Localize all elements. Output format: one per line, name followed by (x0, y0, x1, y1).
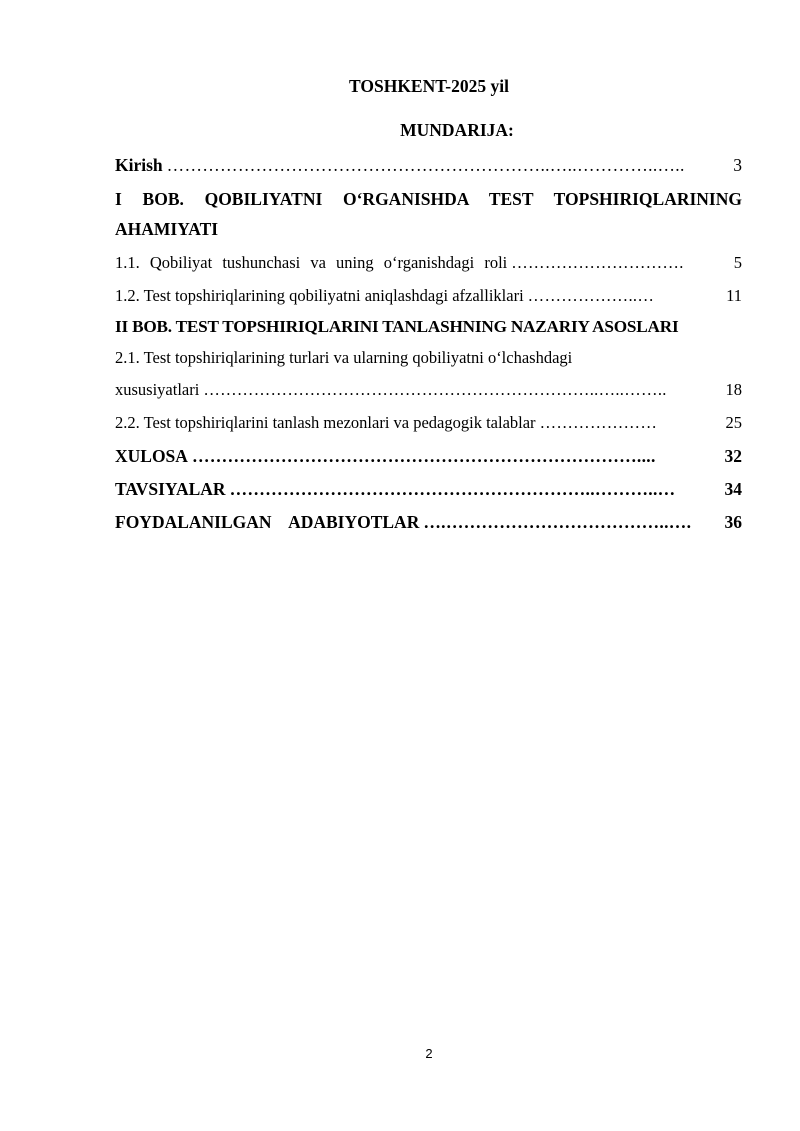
toc-page-number: 36 (724, 512, 742, 532)
toc-entry-conclusion[interactable] (115, 441, 742, 472)
toc-entry-1-1[interactable] (115, 248, 742, 278)
toc-page-number: 32 (724, 446, 742, 466)
toc-entry-label: 1.1. Qobiliyat tushunchasi va uning o‘rganishdagi roli (115, 253, 508, 272)
page-number: 2 (425, 1046, 433, 1061)
toc-page-number: 3 (733, 155, 742, 175)
dot-leader: ……………………………………………………..………..… (229, 479, 676, 499)
toc-entry-label: 1.2. Test topshiriqlarining qobiliyatni aniqlashdagi afzalliklari (115, 286, 524, 305)
toc-page-number: 25 (725, 413, 742, 432)
dot-leader: ………………………………………………………………….... (191, 446, 656, 466)
city-year-heading: TOSHKENT-2025 yil (349, 76, 509, 96)
toc-page-number: 11 (726, 286, 742, 305)
toc-entry-label: XULOSA (115, 446, 188, 466)
toc-chapter-1-line-2[interactable]: AHAMIYATI (115, 219, 219, 239)
dot-leader: ………………… (539, 413, 658, 432)
toc-chapter-2[interactable]: II BOB. TEST TOPSHIRIQLARINI TANLASHNING NAZARIY ASOSLARI (115, 317, 679, 336)
toc-entry-label: Kirish (115, 155, 163, 175)
dot-leader: ….………………………………..…. (423, 512, 692, 532)
toc-entry-label: TAVSIYALAR (115, 479, 226, 499)
toc-entry-2-1-line-1[interactable]: 2.1. Test topshiriqlarining turlari va ularning qobiliyatni o‘lchashdagi (115, 348, 573, 367)
dot-leader: …………………………. (511, 253, 684, 272)
toc-entry-recommendations[interactable] (115, 474, 742, 505)
dot-leader: ……………………………………………………………..…..…….. (203, 380, 667, 399)
toc-page-number: 5 (733, 253, 742, 272)
toc-chapter-1-line-1[interactable]: I BOB. QOBILIYATNI O‘RGANISHDA TEST TOPSHIRIQLARINING (115, 189, 742, 209)
toc-title: MUNDARIJA: (400, 120, 514, 140)
toc-entry-label: xususiyatlari (115, 380, 200, 399)
dot-leader: ………………..… (527, 286, 655, 305)
toc-entry-2-2[interactable] (115, 407, 742, 438)
table-of-contents (115, 150, 742, 538)
toc-entry-label: 2.2. Test topshiriqlarini tanlash mezonlari va pedagogik talablar (115, 413, 536, 432)
toc-page-number: 18 (725, 380, 742, 399)
toc-page-number: 34 (724, 479, 742, 499)
toc-entry-references[interactable] (115, 507, 742, 538)
toc-entry-1-2[interactable] (115, 280, 742, 311)
toc-entry-label: FOYDALANILGAN ADABIYOTLAR (115, 512, 420, 532)
toc-entry-intro[interactable] (115, 150, 742, 181)
dot-leader: ………………………………………………………..…..…………..….. (166, 155, 685, 175)
toc-entry-2-1[interactable] (115, 374, 742, 405)
